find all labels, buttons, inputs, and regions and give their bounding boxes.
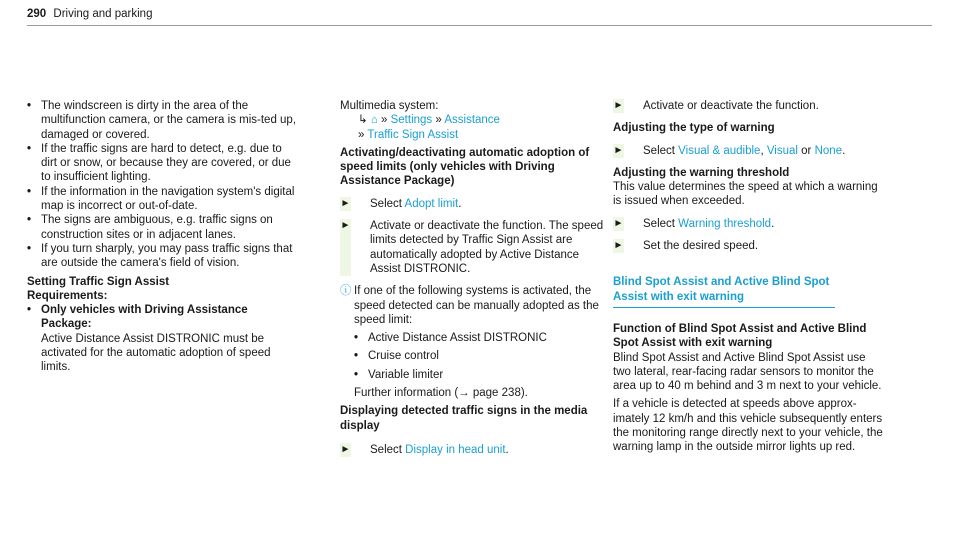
bullet-icon: • (27, 185, 32, 198)
list-item: • The windscreen is dirty in the area of the multifunction camera, or the camera is mis-ted up, damaged or covered. (27, 100, 297, 141)
menu-path (340, 113, 612, 127)
step-arrow-icon: ► (340, 443, 351, 455)
list-item: • If you turn sharply, you may pass traffic signs that are outside the camera's field of vision. (27, 242, 293, 270)
function-heading: Function of Blind Spot Assist and Active Blind Spot Assist with exit warning (613, 322, 867, 350)
list-item: • Variable limiter (354, 368, 444, 381)
menu-path-continued (340, 128, 612, 142)
column-3 (613, 99, 885, 455)
vehicle-text: If a vehicle is detected at speeds above approx-imately 12 km/h and this vehicle subsequently enters the monitoring range directly next to your vehicle, the warning lamp in the outside mirror lights up red. (613, 398, 883, 454)
displaying-heading: Displaying detected traffic signs in the media display (340, 405, 588, 432)
column-2 (340, 99, 612, 465)
option-visual-audible: Visual & audible (678, 144, 761, 157)
bullet-icon: • (27, 214, 32, 227)
instruction-step: ► Activate or deactivate the function. (613, 99, 885, 113)
setting-heading: Setting Traffic Sign Assist (27, 275, 170, 288)
info-note: ⓘ If one of the following systems is activated, the speed detected can be manually adopted as the speed limit: (340, 285, 599, 326)
path-arrow-icon: ↳ (358, 114, 368, 127)
page-header-title: Driving and parking (53, 8, 153, 20)
list-item: • The signs are ambiguous, e.g. traffic signs on construction sites or in adjacent lanes. (27, 214, 273, 241)
option-visual: Visual (766, 144, 798, 157)
list-item: • Cruise control (354, 350, 439, 363)
requirements-label: Requirements: (27, 289, 108, 302)
step-arrow-icon: ► (340, 220, 351, 232)
function-text: Blind Spot Assist and Active Blind Spot Assist use two lateral, rear-facing radar sensors to monitor the area up to 40 m behind and 3 m next to your vehicle. (613, 351, 882, 393)
home-icon: ⌂ (370, 114, 378, 127)
chevron-icon: » (435, 114, 442, 127)
threshold-text: This value determines the speed at which a warning is issued when exceeded. (613, 181, 878, 208)
step-arrow-icon: ► (613, 144, 624, 156)
column-1 (27, 99, 299, 375)
chevron-icon: » (381, 114, 388, 127)
list-item: • If the information in the navigation system's digital map is incorrect or out-of-date. (27, 185, 295, 213)
info-icon: ⓘ (340, 285, 352, 298)
list-item: • Active Distance Assist DISTRONIC (354, 332, 547, 345)
path-traffic-sign-assist: Traffic Sign Assist (367, 128, 459, 141)
bullet-icon: • (27, 304, 32, 317)
bullet-icon: • (27, 242, 32, 255)
instruction-step: ► Activate or deactivate the function. The speed limits detected by Traffic Sign Assist are automatically adopted by Active Distance Assist DISTRONIC. (340, 219, 612, 276)
chevron-icon: » (358, 128, 365, 141)
bullet-icon: • (354, 368, 359, 381)
warning-threshold-link: Warning threshold (678, 217, 772, 230)
step-arrow-icon: ► (613, 240, 624, 252)
bullet-icon: • (27, 100, 32, 112)
adjust-threshold-heading: Adjusting the warning threshold (613, 166, 790, 179)
display-in-head-unit-link: Display in head unit (405, 443, 506, 456)
step-arrow-icon: ► (340, 197, 351, 209)
multimedia-label: Multimedia system: (340, 100, 439, 112)
further-info: Further information (→ page 238). (354, 387, 528, 400)
page-number: 290 (27, 8, 47, 20)
instruction-step: ► Select Adopt limit. (340, 197, 612, 211)
requirement-item: • Only vehicles with Driving Assistance Package: (27, 304, 248, 331)
activating-heading: Activating/deactivating automatic adoption of speed limits (only vehicles with Driving Assistance Package) (340, 146, 590, 188)
bullet-icon: • (354, 350, 359, 363)
bullet-icon: • (354, 332, 359, 345)
instruction-step: ► Select Visual & audible, Visual or None. (613, 144, 885, 158)
adjust-type-heading: Adjusting the type of warning (613, 122, 775, 135)
path-settings: Settings (390, 114, 433, 127)
page-header (27, 8, 152, 20)
instruction-step: ► Select Display in head unit. (340, 443, 612, 457)
step-arrow-icon: ► (613, 100, 624, 111)
adopt-limit-link: Adopt limit (404, 197, 459, 210)
path-assistance: Assistance (444, 114, 500, 127)
instruction-step: ► Select Warning threshold. (613, 217, 885, 231)
section-title: Blind Spot Assist and Active Blind Spot Assist with exit warning (613, 275, 835, 308)
bullet-icon: • (27, 142, 32, 155)
list-item: • If the traffic signs are hard to detect, e.g. due to dirt or snow, or because they are covered, or due to insufficient lighting. (27, 142, 291, 184)
header-rule (27, 25, 932, 26)
instruction-step: ► Set the desired speed. (613, 239, 885, 253)
option-none: None (814, 144, 843, 157)
requirement-text: Active Distance Assist DISTRONIC must be activated for the automatic adoption of speed limits. (41, 332, 271, 374)
step-arrow-icon: ► (613, 217, 624, 229)
